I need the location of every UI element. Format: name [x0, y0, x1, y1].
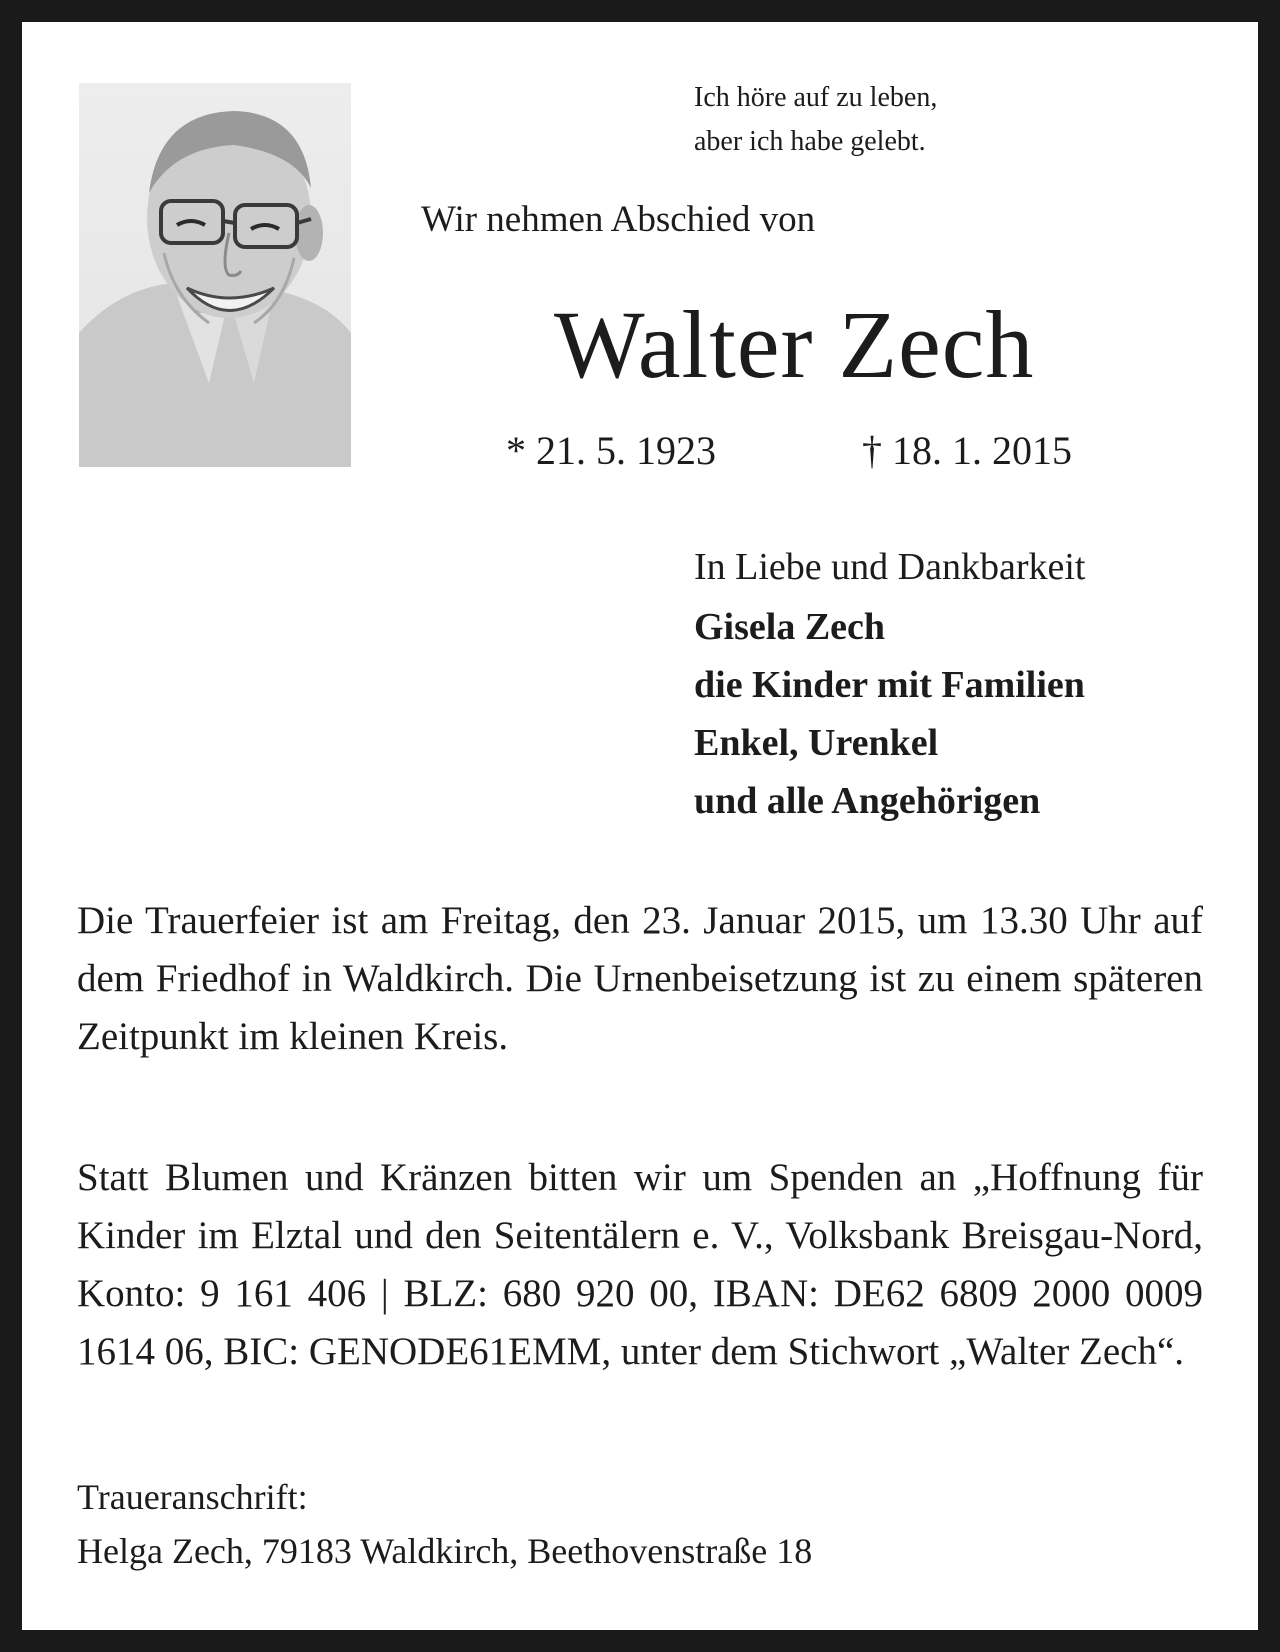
intro-text: Wir nehmen Abschied von: [421, 199, 816, 240]
portrait-illustration: [79, 83, 351, 467]
deceased-name: Walter Zech: [554, 291, 1035, 398]
donation-paragraph: Statt Blumen und Kränzen bitten wir um Spenden an „Hoffnung für Kinder im Elztal und den Seitentälern e. V., Volksbank Breisgau-Nord, Konto: 9 161 406 | BLZ: 680 920 00, IBAN: DE62 6809 2000 0009 1614 06, BIC: GENODE61EMM, unter dem Stichwort „Walter Zech“.: [77, 1156, 1203, 1373]
birth-date: * 21. 5. 1923: [506, 428, 716, 473]
mourner-name: Enkel, Urenkel: [694, 722, 939, 764]
mourner-name: Gisela Zech: [694, 606, 886, 648]
mourning-address: [77, 1470, 812, 1578]
address-line: Helga Zech, 79183 Waldkirch, Beethovenstraße 18: [77, 1531, 813, 1571]
motto-line-2: aber ich habe gelebt.: [694, 126, 926, 157]
motto-line-1: Ich höre auf zu leben,: [694, 82, 938, 113]
mourner-name: die Kinder mit Familien: [694, 664, 1085, 706]
address-label: Traueranschrift:: [77, 1477, 308, 1517]
mourners-lead: In Liebe und Dankbarkeit: [694, 546, 1086, 588]
mourner-name: und alle Angehörigen: [694, 780, 1041, 822]
death-date: † 18. 1. 2015: [862, 428, 1072, 473]
funeral-paragraph: Die Trauerfeier ist am Freitag, den 23. Januar 2015, um 13.30 Uhr auf dem Friedhof in Waldkirch. Die Urnenbeisetzung ist zu einem späteren Zeitpunkt im kleinen Kreis.: [77, 899, 1203, 1058]
portrait-photo: [79, 83, 351, 467]
mourners-block: [694, 538, 1085, 830]
motto-quote: [694, 76, 937, 164]
